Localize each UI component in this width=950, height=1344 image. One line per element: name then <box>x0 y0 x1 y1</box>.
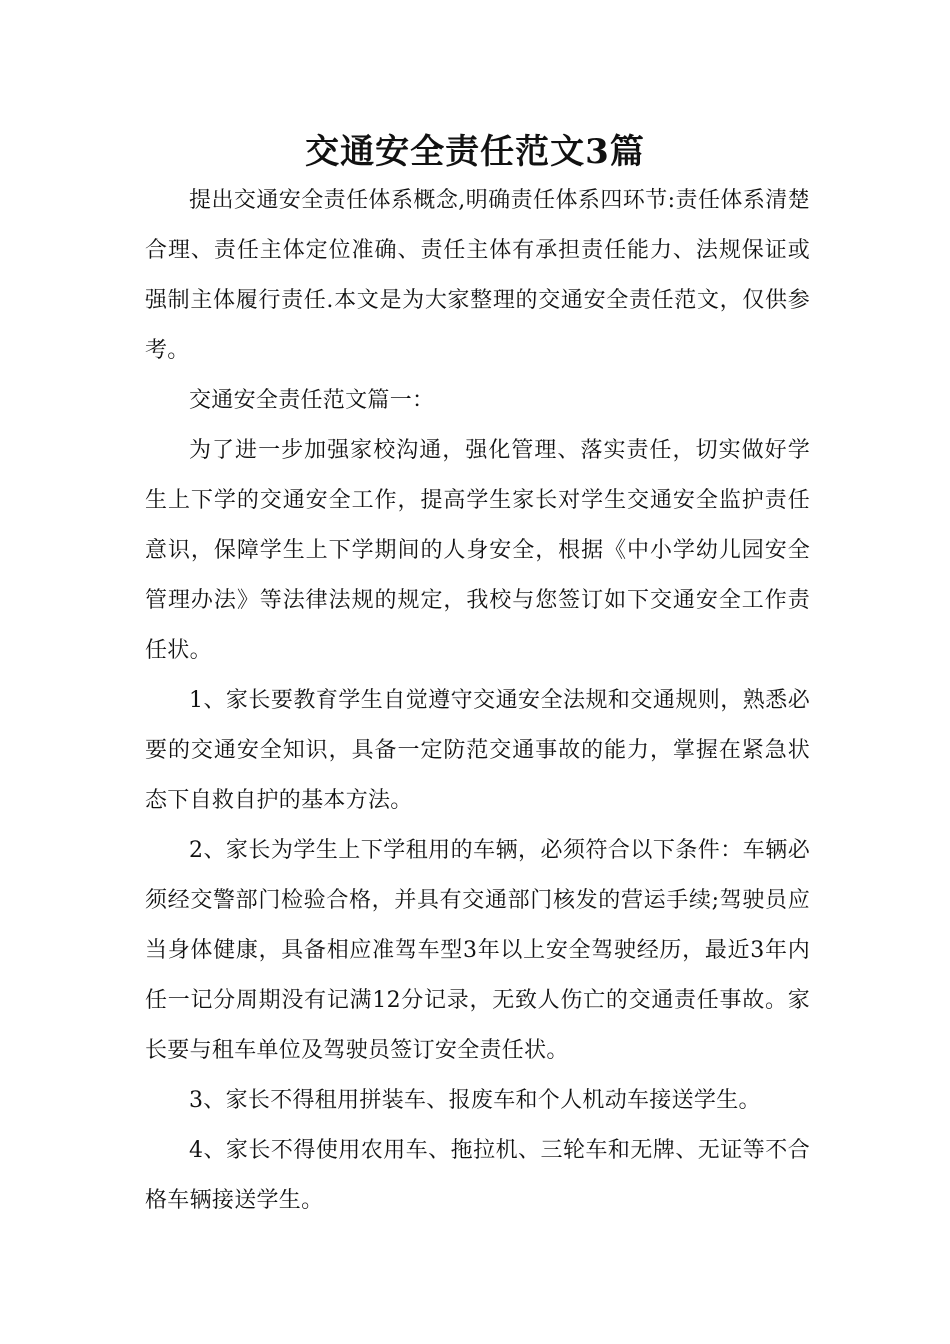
clause-1: 1、家长要教育学生自觉遵守交通安全法规和交通规则，熟悉必要的交通安全知识，具备一定防范交通事故的能力，掌握在紧急状态下自救自护的基本方法。 <box>145 688 810 813</box>
clause-2: 2、家长为学生上下学租用的车辆，必须符合以下条件：车辆必须经交警部门检验合格，并具有交通部门核发的营运手续;驾驶员应当身体健康，具备相应准驾车型3年以上安全驾驶经历，最近3年内任一记分周期没有记满12分记录，无致人伤亡的交通责任事故。家长要与租车单位及驾驶员签订安全责任状。 <box>145 838 810 1063</box>
paragraph-intro: 提出交通安全责任体系概念,明确责任体系四环节:责任体系清楚合理、责任主体定位准确、责任主体有承担责任能力、法规保证或强制主体履行责任.本文是为大家整理的交通安全责任范文，仅供参考。 <box>145 188 810 363</box>
document-title: 交通安全责任范文3篇 <box>305 132 645 172</box>
section-heading: 交通安全责任范文篇一： <box>189 388 435 413</box>
clause-4: 4、家长不得使用农用车、拖拉机、三轮车和无牌、无证等不合格车辆接送学生。 <box>145 1138 810 1213</box>
paragraph-preamble: 为了进一步加强家校沟通，强化管理、落实责任，切实做好学生上下学的交通安全工作，提高学生家长对学生交通安全监护责任意识，保障学生上下学期间的人身安全，根据《中小学幼儿园安全管理办法》等法律法规的规定，我校与您签订如下交通安全工作责任状。 <box>145 438 810 663</box>
document-body <box>145 176 810 1226</box>
clause-3: 3、家长不得租用拼装车、报废车和个人机动车接送学生。 <box>189 1088 761 1113</box>
